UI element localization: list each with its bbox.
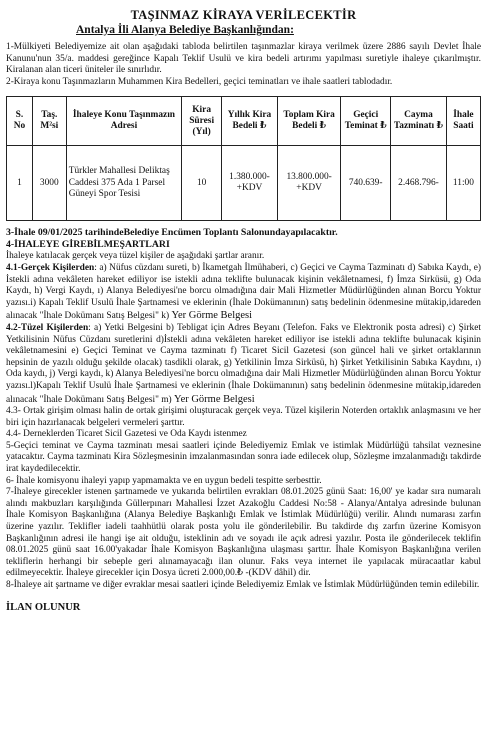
- section-4-3: 4.3- Ortak girişim olması halin de ortak girişimi oluşturacak gerçek veya. Tüzel kişilerin Noterden ortaklık anlaşmasını ve her biri için hazırlanacak belgeleri vermeleri şarttır.: [6, 406, 481, 428]
- section-4-2-label: 4.2-Tüzel Kişilerden: [6, 322, 89, 333]
- section-4-1-tail: Yer Görme Belgesi: [171, 310, 253, 322]
- section-4-1: [6, 263, 481, 323]
- section-4-heading: 4-İHALEYE GİREBİLMEŞARTLARI: [6, 239, 170, 251]
- paragraph-2: 2-Kiraya konu Taşınmazların Muhammen Kira Bedelleri, geçici teminatları ve ihale saatleri tablodadır.: [6, 76, 393, 87]
- cell-deposit: 740.639-: [341, 146, 391, 221]
- cell-annual-rent: 1.380.000-+KDV: [222, 146, 278, 221]
- cell-time: 11:00: [446, 146, 480, 221]
- page-title: TAŞINMAZ KİRAYA VERİLECEKTİR: [130, 8, 357, 22]
- cell-total-rent: 13.800.000-+KDV: [277, 146, 340, 221]
- header-total-rent: Toplam Kira Bedeli ₺: [277, 97, 340, 146]
- announcement-page: [6, 0, 481, 613]
- header-time: İhale Saati: [446, 97, 480, 146]
- header-deposit: Geçici Teminat ₺: [341, 97, 391, 146]
- section-4-2-text: : a) Yetki Belgesini b) Tebligat için Adres Beyanı (Telefon. Faks ve Elektronik posta adresi) c) Şirket Yetkilisinin Nüfus Cüzdanı suretlerini d)İstekli adına vekâleten hareket ediliyor ise istekli adına teklifte bulunacak kişinin vekâletnamesini e) Geçici Teminat ve Cayma tazminatı f) Ticaret Sicil Gazetesi (son güncel hali ve şirket ortaklarının hepsinin de yazılı olduğu şekilde olacak) tasdikli olarak, g) Yetkilinin İmza Sirküsü, h) Şirket Yetkilisinin Sabıka Kaydını, ı) Oda kaydı, j) Vergi kaydı, k) Alanya Belediyesi'ne borcu olmadığına dair Mali Hizmetler Müdürlüğünden alınan Borcu Yoktur yazısı.l)Kapalı Teklif Usulü İhale Şartnamesi ve eklerinin (İhale Dokümanının) satış bedelinin ödenmesine mütakip,idareden alınacak "İhale Dokümanı Satış Belgesi" m): [6, 322, 481, 405]
- section-4-1-text: : a) Nüfus cüzdanı sureti, b) İkametgah İlmühaberi, c) Geçici ve Cayma Tazminatı d) Sabıka Kaydı, e) İstekli adına vekâleten hareket ediliyor ise istekli adına teklifte bulunacak kişinin vekâletnamesi, f) İmza Sirküsü, g) Oda Kaydı, h) Vergi Kaydı, ı) Alanya Belediyesi'ne borcu olmadığına dair Mali Hizmetler Müdürlüğünden alınan Borcu Yoktur yazısı.i) Kapalı Teklif Usulü İhale Şartnamesi ve eklerinin (İhale Dokümanının) satış bedelinin ödenmesine mütakip,idareden alınacak "İhale Dokümanı Satış Belgesi" k): [6, 262, 481, 322]
- cell-area: 3000: [32, 146, 66, 221]
- table-row: [7, 146, 481, 221]
- closing-notice: İLAN OLUNUR: [6, 601, 81, 613]
- paragraph-5: 5-Geçici teminat ve Cayma tazminatı mesai saatleri içinde Belediyemiz Emlak ve istimlak Müdürlüğü tahsilat veznesine yatacaktır. Cayma tazminatı Kira Sözleşmesinin imzalanmasından sonra iade edilecek olup, Sözleşme imzalanmadığı takdirde irat kaydedilecektir.: [6, 440, 481, 475]
- header-area: Taş. M²si: [32, 97, 66, 146]
- paragraph-7: 7-İhaleye girecekler istenen şartnamede ve yukarıda belirtilen evrakları 08.01.2025 günü Saat: 16,00' ye kadar sıra numaralı alındı makbuzları karşılığında Güllerpınarı Mahallesi İzzet Azakoğlu Caddesi No:58 - Alanya/Antalya adresinde bulunan İhale Komisyon Başkanlığına (Alanya Belediye Başkanlığı Emlak ve İstimlak Müdürlüğü) verilir. Alındı numarası zarfın üzerine yazılır. Teklifler iadeli taahhütlü olarak posta yolu ile gönderilebilir. Bu takdirde dış zarfın üzerine Komisyon Başkanlığının adresi ile hangi işe ait olduğu, isteklinin adı ve soyadı ile açık adresi yazılır. Posta ile gönderilecek teklifin 08.01.2025 günü saat 16.00'yakadar İhale Komisyon Başkanlığına ulaşması şarttır. İhale Komisyon Başkanlığına verilen tekliflerin herhangi bir sebeple geri alınamayacağı ilan olunur. Faks veya internet ile yapılacak müracaatlar kabul edilmeyecektir. İhaleye girecekler için Dosya ücreti 2.000,00.₺ -(KDV dâhil) dir.: [6, 487, 481, 579]
- paragraph-1: 1-Mülkiyeti Belediyemize ait olan aşağıdaki tabloda belirtilen taşınmazlar kiraya verilmek üzere 2886 sayılı Devlet İhale Kanunu'nun 35/a. maddesi gereğince Kapalı Teklif Usulü ve kira bedeli artırımı yapılması suretiyle ihaleye çıkarılmıştır. Kiralanan alan ticeri üniteler ile sınırlıdır.: [6, 42, 481, 76]
- section-4-2: [6, 323, 481, 406]
- paragraph-3: 3-İhale 09/01/2025 tarihindeBelediye Encümen Toplantı Salonundayapılacaktır.: [6, 227, 338, 239]
- issuer-subtitle: Antalya İli Alanya Belediye Başkanlığından:: [76, 24, 294, 36]
- section-4-4: 4.4- Derneklerden Ticaret Sicil Gazetesi ve Oda Kaydı istenmez: [6, 429, 247, 440]
- header-annual-rent: Yıllık Kira Bedeli ₺: [222, 97, 278, 146]
- header-sno: S. No: [7, 97, 33, 146]
- paragraph-6: 6- İhale komisyonu ihaleyi yapıp yapmamakta ve en uygun bedeli tespitte serbesttir.: [6, 475, 322, 486]
- property-table: [6, 96, 481, 221]
- table-header-row: [7, 97, 481, 146]
- cell-address: Türkler Mahallesi Deliktaş Caddesi 375 Ada 1 Parsel Güneyi Spor Tesisi: [66, 146, 182, 221]
- section-4-intro: İhaleye katılacak gerçek veya tüzel kişiler de aşağıdaki şartlar aranır.: [6, 251, 265, 262]
- section-4-2-tail: Yer Görme Belgesi: [174, 393, 255, 405]
- cell-sno: 1: [7, 146, 33, 221]
- section-4-1-label: 4.1-Gerçek Kişilerden: [6, 262, 95, 273]
- header-duration: Kira Süresi (Yıl): [182, 97, 222, 146]
- paragraph-8: 8-İhaleye ait şartname ve diğer evraklar mesai saatleri içinde Belediyemiz Emlak ve İstimlak Müdürlüğünden temin edilebilir.: [6, 580, 480, 590]
- cell-duration: 10: [182, 146, 222, 221]
- header-address: İhaleye Konu Taşınmazın Adresi: [66, 97, 182, 146]
- header-withdrawal-fee: Cayma Tazminatı ₺: [391, 97, 447, 146]
- cell-withdrawal-fee: 2.468.796-: [391, 146, 447, 221]
